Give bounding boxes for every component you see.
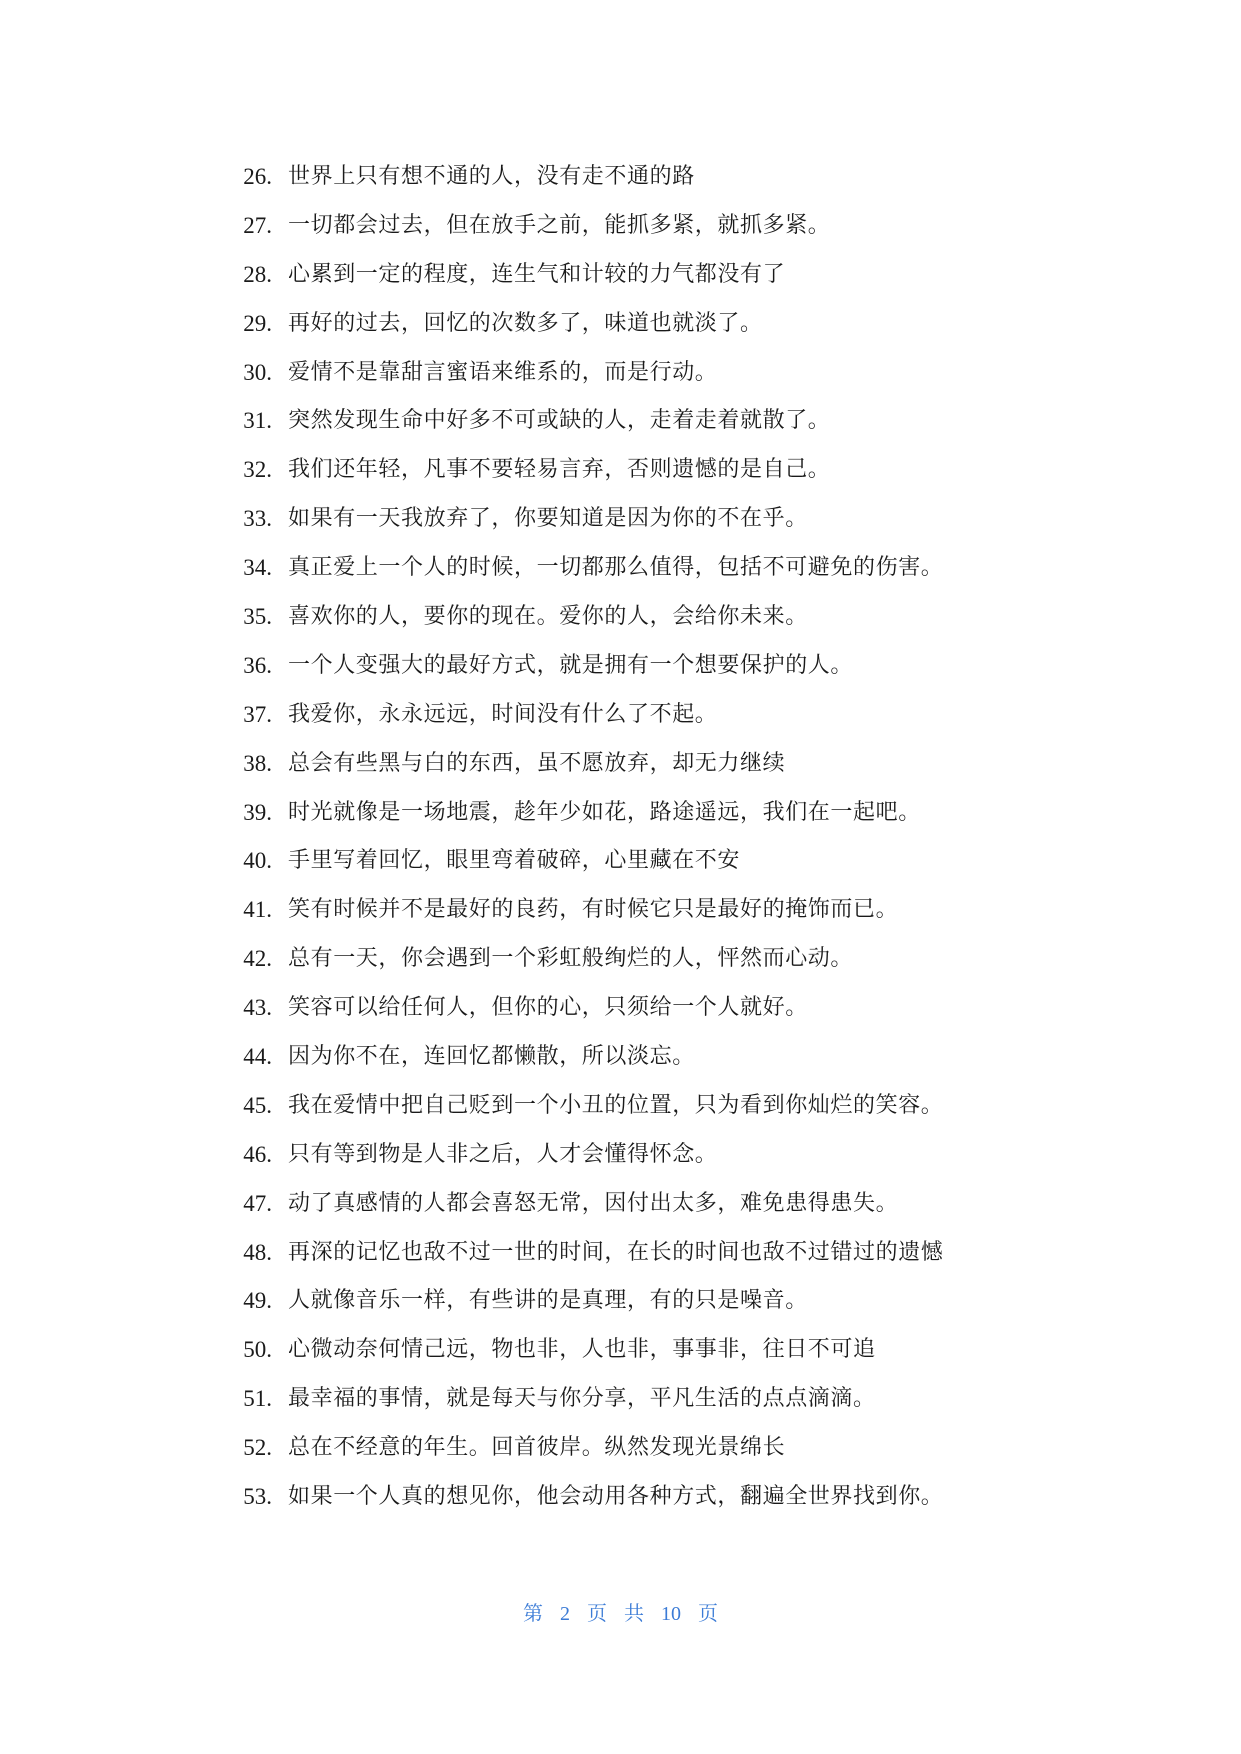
numbered-list bbox=[0, 153, 1241, 1522]
list-item bbox=[0, 642, 1241, 691]
list-item-text: 我们还年轻，凡事不要轻易言弃，否则遗憾的是自己。 bbox=[288, 457, 831, 483]
list-item bbox=[0, 1375, 1241, 1424]
list-item bbox=[0, 1131, 1241, 1180]
list-item-number: 40. bbox=[243, 848, 272, 874]
list-item-text: 如果有一天我放弃了，你要知道是因为你的不在乎。 bbox=[288, 506, 808, 532]
list-item-number: 26. bbox=[243, 164, 272, 189]
list-item bbox=[0, 1424, 1241, 1473]
footer-ye: 页 bbox=[587, 1603, 607, 1625]
list-item bbox=[0, 691, 1241, 740]
list-item-text: 因为你不在，连回忆都懒散，所以淡忘。 bbox=[288, 1044, 695, 1070]
footer-ye-2: 页 bbox=[698, 1603, 718, 1625]
footer-di: 第 bbox=[523, 1603, 543, 1625]
list-item-number: 33. bbox=[243, 506, 272, 532]
footer-current-page: 2 bbox=[560, 1603, 570, 1625]
list-item bbox=[0, 1033, 1241, 1082]
list-item bbox=[0, 446, 1241, 495]
list-item bbox=[0, 397, 1241, 446]
list-item-number: 37. bbox=[243, 701, 272, 727]
list-item-text: 喜欢你的人，要你的现在。爱你的人，会给你未来。 bbox=[288, 604, 808, 630]
list-item-text: 人就像音乐一样，有些讲的是真理，有的只是噪音。 bbox=[288, 1288, 808, 1314]
list-item-text: 只有等到物是人非之后，人才会懂得怀念。 bbox=[288, 1141, 718, 1167]
list-item-number: 28. bbox=[243, 261, 272, 287]
list-item bbox=[0, 789, 1241, 838]
list-item bbox=[0, 1229, 1241, 1278]
list-item-number: 51. bbox=[243, 1386, 272, 1412]
list-item-number: 42. bbox=[243, 946, 272, 972]
list-item bbox=[0, 251, 1241, 300]
list-item bbox=[0, 593, 1241, 642]
list-item-text: 笑有时候并不是最好的良药，有时候它只是最好的掩饰而已。 bbox=[288, 897, 899, 923]
list-item bbox=[0, 886, 1241, 935]
list-item bbox=[0, 153, 1241, 202]
list-item bbox=[0, 1326, 1241, 1375]
list-item-text: 爱情不是靠甜言蜜语来维系的，而是行动。 bbox=[288, 359, 718, 385]
list-item-number: 50. bbox=[243, 1337, 272, 1363]
list-item bbox=[0, 984, 1241, 1033]
list-item-text: 我在爱情中把自己贬到一个小丑的位置，只为看到你灿烂的笑容。 bbox=[288, 1092, 944, 1118]
list-item-text: 总会有些黑与白的东西，虽不愿放弃，却无力继续 bbox=[288, 750, 786, 776]
list-item-number: 41. bbox=[243, 897, 272, 923]
list-item-text: 总有一天，你会遇到一个彩虹般绚烂的人，怦然而心动。 bbox=[288, 946, 854, 972]
list-item-number: 43. bbox=[243, 995, 272, 1021]
list-item bbox=[0, 202, 1241, 251]
list-item-text: 笑容可以给任何人，但你的心，只须给一个人就好。 bbox=[288, 995, 808, 1021]
list-item-number: 39. bbox=[243, 799, 272, 825]
footer-gong: 共 bbox=[624, 1603, 644, 1625]
list-item-number: 45. bbox=[243, 1092, 272, 1118]
list-item-text: 手里写着回忆，眼里弯着破碎，心里藏在不安 bbox=[288, 848, 741, 874]
list-item bbox=[0, 935, 1241, 984]
list-item-text: 如果一个人真的想见你，他会动用各种方式，翻遍全世界找到你。 bbox=[288, 1484, 944, 1510]
list-item-text: 一个人变强大的最好方式，就是拥有一个想要保护的人。 bbox=[288, 652, 854, 678]
list-item bbox=[0, 740, 1241, 789]
list-item-number: 32. bbox=[243, 457, 272, 483]
list-item-number: 44. bbox=[243, 1044, 272, 1070]
list-item-text: 真正爱上一个人的时候，一切都那么值得，包括不可避免的伤害。 bbox=[288, 555, 944, 581]
list-item-number: 35. bbox=[243, 604, 272, 630]
list-item-text: 再深的记忆也敌不过一世的时间，在长的时间也敌不过错过的遗憾 bbox=[288, 1239, 944, 1265]
list-item-number: 34. bbox=[243, 555, 272, 581]
list-item-text: 再好的过去，回忆的次数多了，味道也就淡了。 bbox=[288, 310, 763, 336]
list-item-text: 我爱你，永永远远，时间没有什么了不起。 bbox=[288, 701, 718, 727]
list-item-number: 29. bbox=[243, 310, 272, 336]
list-item bbox=[0, 1082, 1241, 1131]
list-item-number: 31. bbox=[243, 408, 272, 434]
list-item-text: 动了真感情的人都会喜怒无常，因付出太多，难免患得患失。 bbox=[288, 1190, 899, 1216]
list-item bbox=[0, 1277, 1241, 1326]
list-item bbox=[0, 837, 1241, 886]
list-item-number: 49. bbox=[243, 1288, 272, 1314]
list-item-text: 心微动奈何情己远，物也非，人也非，事事非，往日不可追 bbox=[288, 1337, 876, 1363]
list-item-number: 27. bbox=[243, 212, 272, 238]
list-item-text: 突然发现生命中好多不可或缺的人，走着走着就散了。 bbox=[288, 408, 831, 434]
list-item bbox=[0, 1473, 1241, 1522]
list-item-text: 心累到一定的程度，连生气和计较的力气都没有了 bbox=[288, 261, 786, 287]
list-item-number: 47. bbox=[243, 1190, 272, 1216]
list-item-text: 一切都会过去，但在放手之前，能抓多紧，就抓多紧。 bbox=[288, 212, 831, 238]
list-item-text: 时光就像是一场地震，趁年少如花，路途遥远，我们在一起吧。 bbox=[288, 799, 921, 825]
list-item-number: 30. bbox=[243, 359, 272, 385]
list-item-number: 48. bbox=[243, 1239, 272, 1265]
list-item-number: 38. bbox=[243, 750, 272, 776]
list-item-number: 36. bbox=[243, 652, 272, 678]
list-item bbox=[0, 1180, 1241, 1229]
list-item bbox=[0, 300, 1241, 349]
page-footer bbox=[0, 1597, 1241, 1626]
list-item-text: 最幸福的事情，就是每天与你分享，平凡生活的点点滴滴。 bbox=[288, 1386, 876, 1412]
list-item-text: 总在不经意的年生。回首彼岸。纵然发现光景绵长 bbox=[288, 1435, 786, 1461]
list-item-number: 46. bbox=[243, 1141, 272, 1167]
list-item-number: 53. bbox=[243, 1484, 272, 1510]
list-item bbox=[0, 349, 1241, 398]
list-item bbox=[0, 495, 1241, 544]
footer-total-pages: 10 bbox=[661, 1603, 681, 1625]
list-item-number: 52. bbox=[243, 1435, 272, 1461]
list-item bbox=[0, 544, 1241, 593]
list-item-text: 世界上只有想不通的人，没有走不通的路 bbox=[288, 164, 695, 189]
